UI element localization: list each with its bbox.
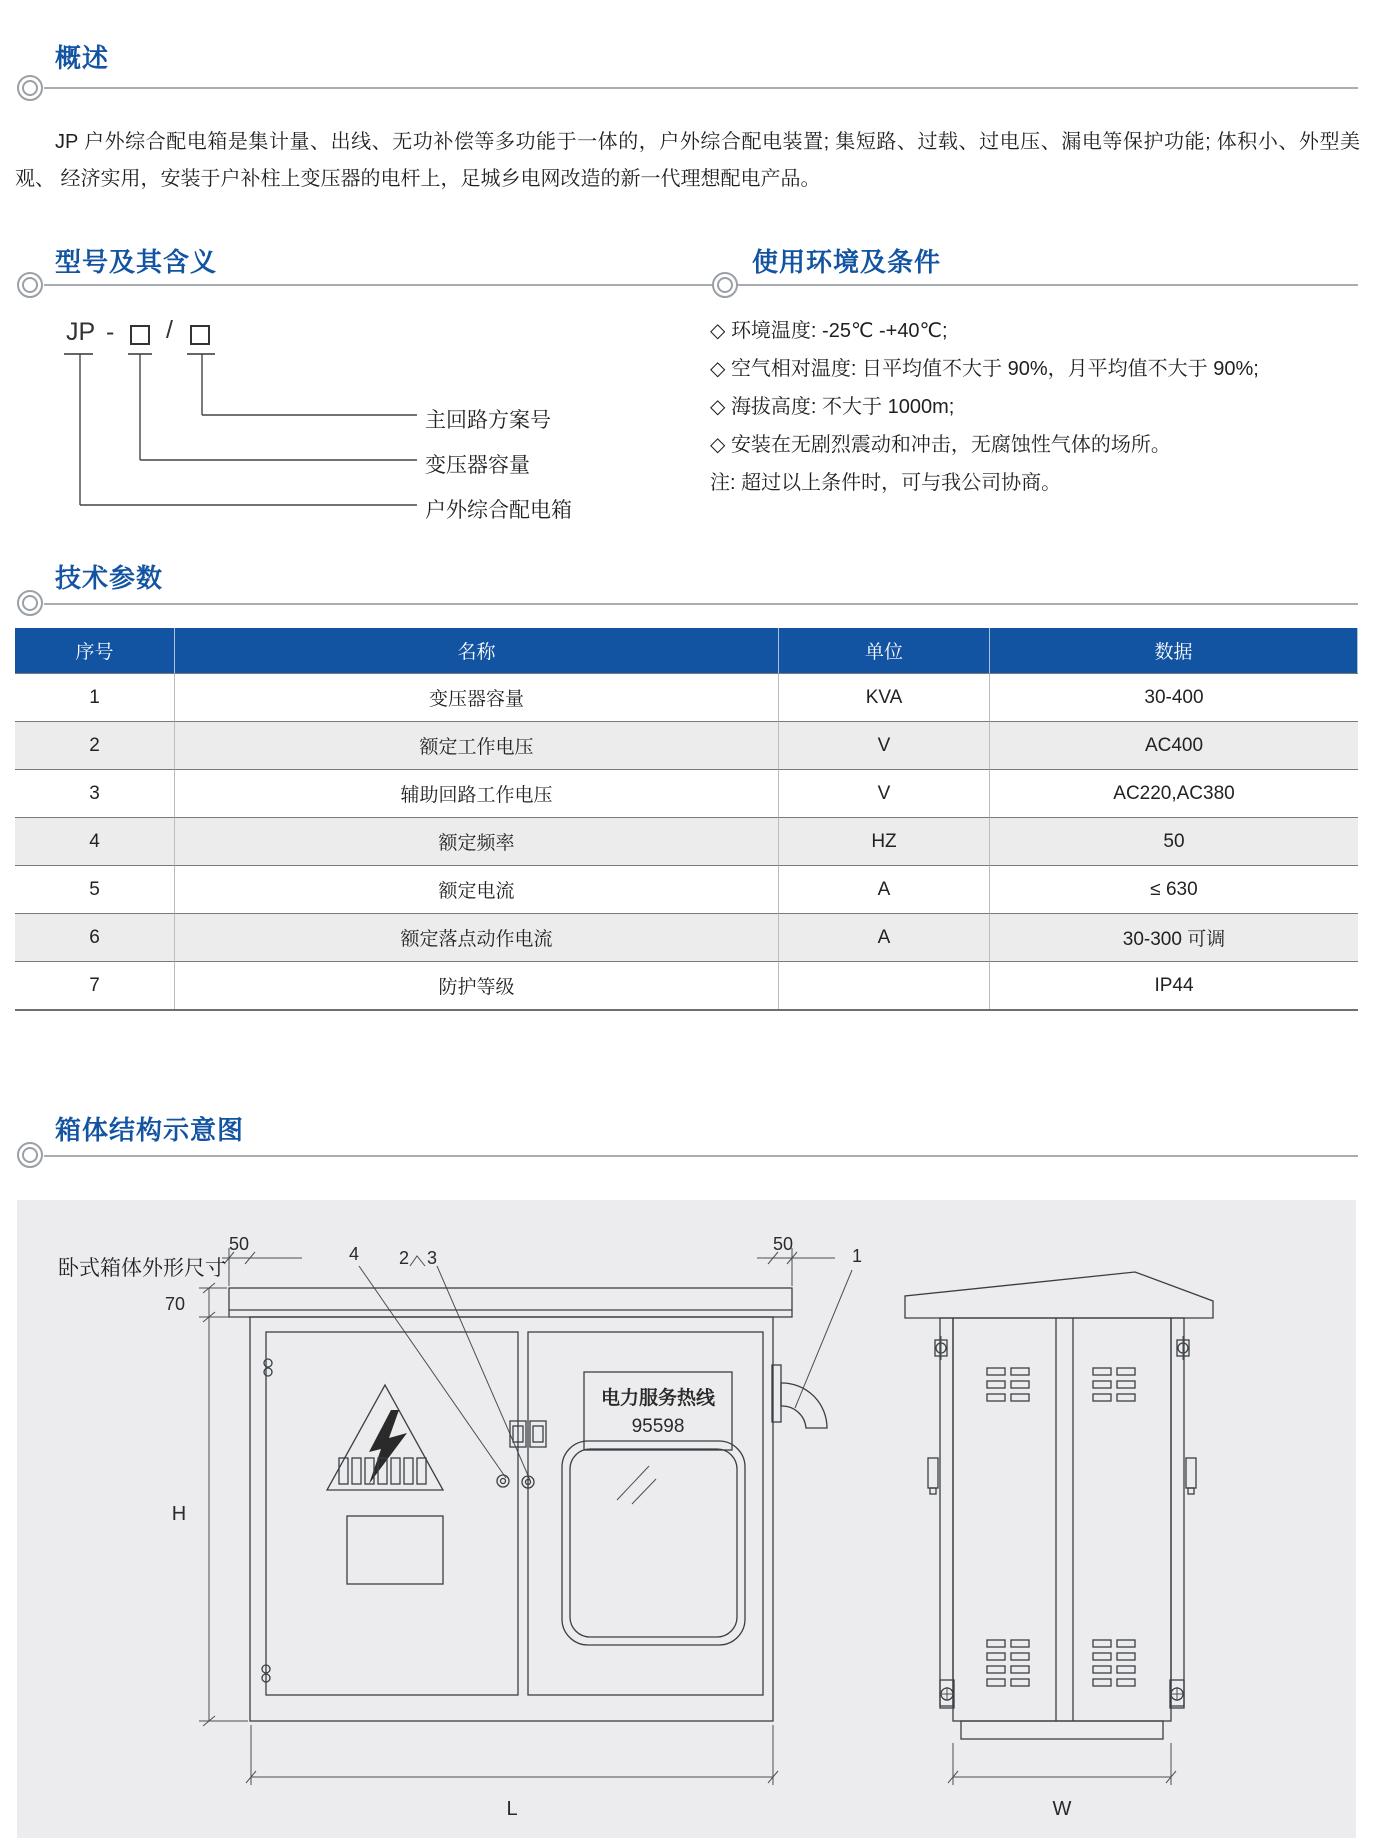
side-view	[905, 1272, 1213, 1820]
section-title-conditions: 使用环境及条件	[752, 247, 942, 277]
table-cell: A	[779, 913, 990, 961]
glass-glare	[617, 1466, 649, 1500]
callout-4: 4	[348, 1244, 360, 1264]
spec-table	[15, 628, 1358, 1011]
model-label-capacity: 变压器容量	[425, 454, 530, 477]
warning-triangle-sign	[327, 1385, 443, 1490]
ring-icon-conditions	[712, 272, 738, 298]
hotline-sign-number: 95598	[631, 1416, 685, 1437]
ring-icon-model	[17, 272, 43, 298]
door-name-plate	[347, 1516, 443, 1584]
condition-note: 注: 超过以上条件时，可与我公司协商。	[710, 472, 1062, 494]
model-code-prefix: JP	[66, 318, 96, 346]
dim-roof-and-height	[165, 1283, 248, 1726]
louver-vents-top	[987, 1368, 1135, 1401]
ring-icon-overview	[17, 75, 43, 101]
table-cell: 2	[15, 721, 175, 769]
condition-item-humidity: ◇ 空气相对温度: 日平均值不大于 90%，月平均值不大于 90%;	[710, 358, 1259, 380]
table-cell: 额定电流	[175, 865, 779, 913]
front-view	[165, 1234, 862, 1820]
side-left-flange	[940, 1318, 953, 1706]
table-cell: 1	[15, 673, 175, 721]
table-cell: KVA	[779, 673, 990, 721]
side-bottom-hinges	[940, 1680, 1184, 1708]
model-code-dash: -	[106, 318, 115, 346]
table-cell: ≤ 630	[990, 865, 1358, 913]
drawing-caption: 卧式箱体外形尺寸	[58, 1257, 226, 1280]
front-cabinet-body	[250, 1317, 773, 1721]
table-cell: 辅助回路工作电压	[175, 769, 779, 817]
meter-window	[562, 1441, 745, 1645]
table-cell: AC220,AC380	[990, 769, 1358, 817]
table-cell: IP44	[990, 961, 1358, 1009]
lightning-bolt-icon	[369, 1410, 407, 1484]
cabinet-structure-drawing	[17, 1200, 1356, 1838]
table-cell: 6	[15, 913, 175, 961]
overview-paragraph: JP 户外综合配电箱是集计量、出线、无功补偿等多功能于一体的，户外综合配电装置; 集短路、过载、过电压、漏电等保护功能; 体积小、外型美观、 经济实用，安装于户补柱上变压器的电杆上，足城乡电网改造的新一代理想配电产品。	[15, 131, 1360, 190]
front-door-hinges	[262, 1359, 272, 1682]
model-conditions-rule	[44, 284, 1358, 286]
dim-L-label: L	[506, 1798, 518, 1820]
table-cell: V	[779, 769, 990, 817]
model-label-box-type: 户外综合配电箱	[425, 499, 572, 522]
table-cell	[779, 961, 990, 1009]
front-left-door	[266, 1332, 518, 1695]
model-diagram-lines	[15, 350, 435, 520]
section-title-model: 型号及其含义	[55, 247, 218, 277]
louver-vents-bottom	[987, 1640, 1135, 1686]
model-placeholder-box-1	[130, 325, 150, 345]
model-code-slash: /	[166, 316, 173, 344]
dim-H-label: H	[171, 1503, 187, 1525]
table-cell: 变压器容量	[175, 673, 779, 721]
callout-1: 1	[851, 1246, 863, 1266]
table-cell: 5	[15, 865, 175, 913]
table-cell: 3	[15, 769, 175, 817]
dim-length	[246, 1725, 778, 1820]
condition-item-altitude: ◇ 海拔高度: 不大于 1000m;	[710, 396, 955, 418]
spec-col-header-name: 名称	[175, 628, 779, 673]
condition-item-installation: ◇ 安装在无剧烈震动和冲击，无腐蚀性气体的场所。	[710, 434, 1171, 456]
table-cell: V	[779, 721, 990, 769]
side-right-flange	[1171, 1318, 1184, 1706]
table-cell: 7	[15, 961, 175, 1009]
leader-1	[795, 1270, 852, 1408]
table-cell: 额定频率	[175, 817, 779, 865]
hotline-sign	[584, 1372, 732, 1450]
side-latches	[928, 1458, 1196, 1494]
structure-rule	[44, 1155, 1358, 1157]
table-cell: 防护等级	[175, 961, 779, 1009]
side-top-hinges	[935, 1336, 1189, 1360]
model-placeholder-box-2	[190, 325, 210, 345]
callout-2-3-tie	[410, 1256, 425, 1266]
spec-col-header-unit: 单位	[779, 628, 990, 673]
table-cell: HZ	[779, 817, 990, 865]
side-roof	[905, 1272, 1213, 1318]
table-cell: 额定工作电压	[175, 721, 779, 769]
section-title-structure: 箱体结构示意图	[55, 1115, 245, 1145]
condition-item-temperature: ◇ 环境温度: -25℃ -+40℃;	[710, 320, 948, 342]
specs-rule	[44, 603, 1358, 605]
section-title-specs: 技术参数	[55, 563, 164, 593]
table-cell: 30-300 可调	[990, 913, 1358, 961]
side-body	[953, 1318, 1171, 1721]
overview-rule	[44, 87, 1358, 89]
dim-W-label: W	[1052, 1798, 1072, 1820]
dim-width	[948, 1743, 1176, 1820]
dim-overhang-left	[222, 1234, 302, 1286]
ring-icon-specs	[17, 590, 43, 616]
dim-70-label: 70	[164, 1294, 186, 1314]
spec-col-header-data: 数据	[990, 628, 1358, 673]
dim-overhang-right	[757, 1234, 835, 1286]
svg-text:50: 50	[228, 1234, 250, 1254]
section-title-overview: 概述	[55, 43, 110, 73]
table-cell: A	[779, 865, 990, 913]
ring-icon-structure	[17, 1142, 43, 1168]
spec-col-header-no: 序号	[15, 628, 175, 673]
svg-text:50: 50	[772, 1234, 794, 1254]
hotline-sign-text: 电力服务热线	[600, 1388, 716, 1409]
callout-2: 2	[398, 1248, 410, 1268]
front-right-door	[528, 1332, 763, 1695]
table-cell: 4	[15, 817, 175, 865]
callout-3: 3	[426, 1248, 438, 1268]
table-cell: 额定落点动作电流	[175, 913, 779, 961]
front-roof	[229, 1288, 792, 1317]
side-base	[961, 1721, 1163, 1739]
model-label-scheme: 主回路方案号	[425, 409, 551, 432]
leader-3	[437, 1266, 530, 1480]
table-cell: AC400	[990, 721, 1358, 769]
table-cell: 30-400	[990, 673, 1358, 721]
glass-glare	[632, 1479, 656, 1504]
table-cell: 50	[990, 817, 1358, 865]
